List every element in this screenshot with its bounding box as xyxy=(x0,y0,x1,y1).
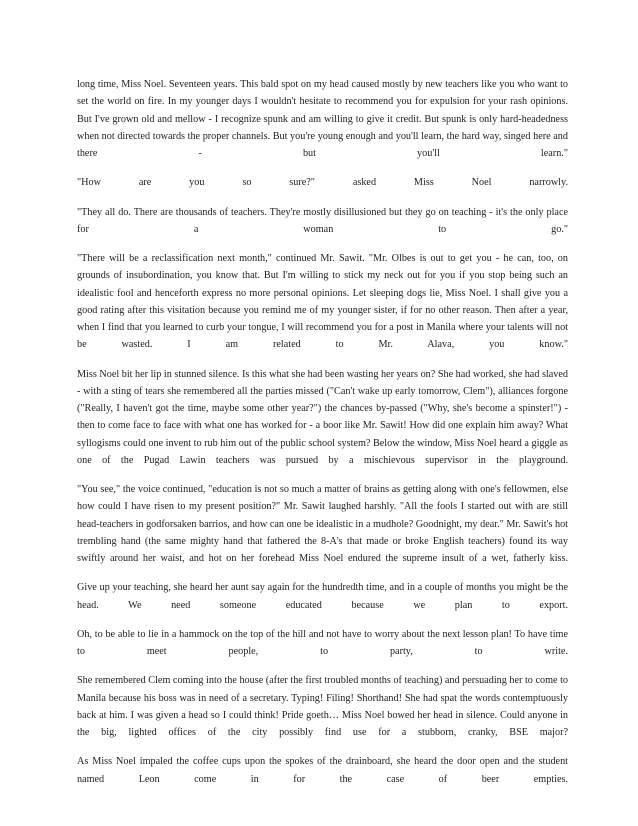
paragraph-5: Miss Noel bit her lip in stunned silence. Is this what she had been wasting her years on? She had worked, she had slaved - with a sting of tears she remembered all the parties missed ("Can't wake up early tomorrow, Clem"), alliances forgone ("Really, I haven't got the time, maybe some other year?") the chances by-passed ("Why, she's become a spinster!") - then to come face to face with what one has worked for - a boor like Mr. Sawit! How did one explain him away? What syllogisms could one invent to rub him out of the public school system? Below the window, Miss Noel heard a giggle as one of the Pugad Lawin teachers was pursued by a mischievous supervisor in the playground. xyxy=(77,368,568,466)
paragraph-3: "They all do. There are thousands of teachers. They're mostly disillusioned but they go on teaching - it's the only place for a woman to go." xyxy=(77,206,568,235)
paragraph-7: Give up your teaching, she heard her aunt say again for the hundredth time, and in a couple of months you might be the head. We need someone educated because we plan to export. xyxy=(77,582,568,611)
paragraph-10: As Miss Noel impaled the coffee cups upon the spokes of the drainboard, she heard the door open and the student named Leon come in for the case of beer empties. xyxy=(77,756,568,785)
paragraph-1: long time, Miss Noel. Seventeen years. This bald spot on my head caused mostly by new teachers like you who want to set the world on fire. In my younger days I wouldn't hesitate to recommend you for expulsion for your rash opinions. But I've grown old and mellow - I recognize spunk and am willing to give it credit. But spunk is only hard-headedness when not directed towards the proper channels. But you're young enough and you'll learn, the hard way, singed here and there - but you'll learn." xyxy=(77,79,568,159)
document-page xyxy=(77,76,568,800)
paragraph-8: Oh, to be able to lie in a hammock on the top of the hill and not have to worry about the next lesson plan! To have time to meet people, to party, to write. xyxy=(77,628,568,657)
paragraph-4: "There will be a reclassification next month," continued Mr. Sawit. "Mr. Olbes is out to get you - he can, too, on grounds of insubordination, you know that. But I'm willing to stick my neck out for you if you stop being such an idealistic fool and henceforth express no more personal opinions. Let sleeping dogs lie, Miss Noel. I shall give you a good rating after this visitation because you remind me of my younger sister, if for no other reason. Then after a year, when I find that you learned to curb your tongue, I will recommend you for a post in Manila where your talents will not be wasted. I am related to Mr. Alava, you know." xyxy=(77,253,568,351)
paragraph-6: "You see," the voice continued, "education is not so much a matter of brains as getting along with one's fellowmen, else how could I have risen to my present position?" Mr. Sawit laughed harshly. "All the fools I started out with are still head-teachers in godforsaken barrios, and how can one be idealistic in a mudhole? Goodnight, my dear." Mr. Sawit's hot trembling hand (the same mighty hand that fathered the 8-A's that made or broke English teachers) found its way swiftly around her waist, and hot on her forehead Miss Noel endured the supreme insult of a wet, fatherly kiss. xyxy=(77,484,568,564)
paragraph-9: She remembered Clem coming into the house (after the first troubled months of teaching) and persuading her to come to Manila because his boss was in need of a secretary. Typing! Filing! Shorthand! She had spat the words contemptuously back at him. I was given a head so I could think! Pride goeth… Miss Noel bowed her head in silence. Could anyone in the big, lighted offices of the city possibly find use for a stubborn, cranky, BSE major? xyxy=(77,675,568,738)
paragraph-2: "How are you so sure?" asked Miss Noel narrowly. xyxy=(77,177,568,189)
